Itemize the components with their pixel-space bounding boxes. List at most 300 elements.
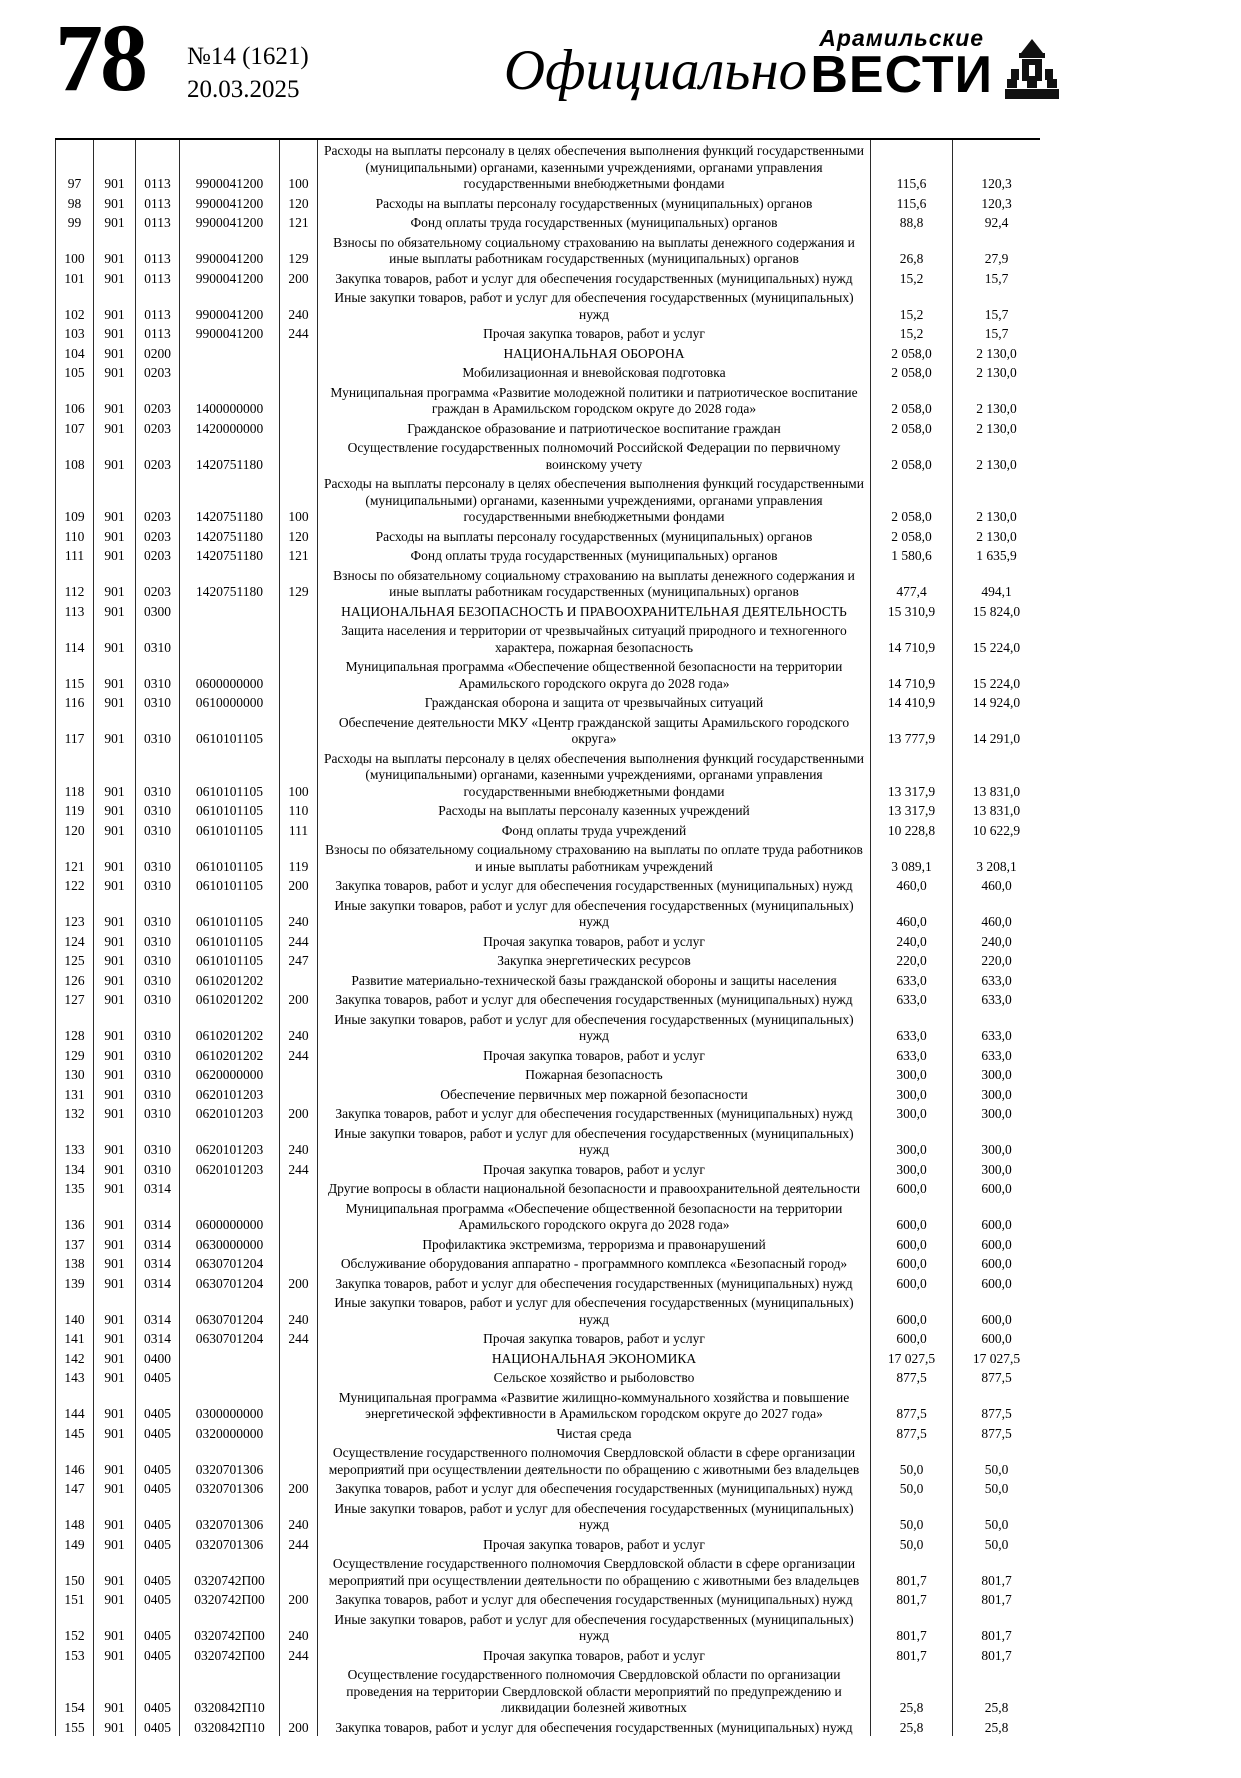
cell-type: 129 xyxy=(280,565,318,601)
cell-name: Муниципальная программа «Развитие жилищно-коммунального хозяйства и повышение энергетической эффективности в Арамильском городском округе до 2027 года» xyxy=(318,1387,871,1423)
cell-type xyxy=(280,1234,318,1254)
cell-amount2: 14 924,0 xyxy=(953,692,1041,712)
cell-name: Мобилизационная и вневойсковая подготовка xyxy=(318,362,871,382)
cell-amount2: 10 622,9 xyxy=(953,820,1041,840)
cell-amount1: 477,4 xyxy=(871,565,953,601)
cell-num: 145 xyxy=(56,1423,94,1443)
cell-type: 244 xyxy=(280,1645,318,1665)
cell-section: 0113 xyxy=(136,140,180,193)
brand-text xyxy=(810,25,993,105)
cell-article: 0610101105 xyxy=(180,712,280,748)
cell-grbs: 901 xyxy=(94,1064,136,1084)
cell-section: 0405 xyxy=(136,1498,180,1534)
cell-amount2: 600,0 xyxy=(953,1178,1041,1198)
table-row xyxy=(56,875,1041,895)
cell-num: 139 xyxy=(56,1273,94,1293)
cell-name: Закупка товаров, работ и услуг для обеспечения государственных (муниципальных) нужд xyxy=(318,1273,871,1293)
cell-amount1: 300,0 xyxy=(871,1123,953,1159)
cell-name: Иные закупки товаров, работ и услуг для обеспечения государственных (муниципальных) нужд xyxy=(318,1498,871,1534)
cell-article: 0610201202 xyxy=(180,1009,280,1045)
cell-amount2: 877,5 xyxy=(953,1367,1041,1387)
table-row xyxy=(56,232,1041,268)
cell-type: 240 xyxy=(280,895,318,931)
table-row xyxy=(56,193,1041,213)
table-row xyxy=(56,1084,1041,1104)
cell-name: Обеспечение первичных мер пожарной безопасности xyxy=(318,1084,871,1104)
cell-name: Иные закупки товаров, работ и услуг для обеспечения государственных (муниципальных) нужд xyxy=(318,287,871,323)
cell-amount2: 13 831,0 xyxy=(953,800,1041,820)
cell-grbs: 901 xyxy=(94,437,136,473)
table-row xyxy=(56,545,1041,565)
cell-name: Профилактика экстремизма, терроризма и правонарушений xyxy=(318,1234,871,1254)
cell-num: 153 xyxy=(56,1645,94,1665)
cell-section: 0203 xyxy=(136,437,180,473)
cell-type xyxy=(280,1553,318,1589)
cell-section: 0310 xyxy=(136,1045,180,1065)
cell-article: 1420751180 xyxy=(180,545,280,565)
cell-type: 200 xyxy=(280,268,318,288)
cell-article: 0610201202 xyxy=(180,970,280,990)
cell-type xyxy=(280,1442,318,1478)
table-row xyxy=(56,1328,1041,1348)
cell-amount2: 2 130,0 xyxy=(953,473,1041,526)
cell-type: 110 xyxy=(280,800,318,820)
cell-grbs: 901 xyxy=(94,268,136,288)
cell-amount2: 25,8 xyxy=(953,1717,1041,1737)
issue-date: 20.03.2025 xyxy=(187,76,300,103)
cell-section: 0113 xyxy=(136,323,180,343)
cell-article xyxy=(180,1348,280,1368)
table-row xyxy=(56,839,1041,875)
cell-type xyxy=(280,437,318,473)
cell-amount1: 877,5 xyxy=(871,1387,953,1423)
cell-article: 9900041200 xyxy=(180,323,280,343)
table-row xyxy=(56,800,1041,820)
cell-section: 0405 xyxy=(136,1442,180,1478)
cell-amount1: 600,0 xyxy=(871,1234,953,1254)
cell-amount1: 300,0 xyxy=(871,1064,953,1084)
cell-amount2: 877,5 xyxy=(953,1387,1041,1423)
cell-grbs: 901 xyxy=(94,1253,136,1273)
cell-amount2: 300,0 xyxy=(953,1159,1041,1179)
cell-article: 0300000000 xyxy=(180,1387,280,1423)
cell-article: 0620101203 xyxy=(180,1103,280,1123)
cell-amount2: 240,0 xyxy=(953,931,1041,951)
cell-amount1: 2 058,0 xyxy=(871,437,953,473)
cell-num: 98 xyxy=(56,193,94,213)
cell-grbs: 901 xyxy=(94,565,136,601)
cell-amount2: 15,7 xyxy=(953,287,1041,323)
cell-grbs: 901 xyxy=(94,1589,136,1609)
cell-num: 152 xyxy=(56,1609,94,1645)
cell-article: 0620000000 xyxy=(180,1064,280,1084)
cell-name: Расходы на выплаты персоналу государственных (муниципальных) органов xyxy=(318,526,871,546)
section-title: Официально xyxy=(503,39,808,102)
table-row xyxy=(56,268,1041,288)
table-row xyxy=(56,950,1041,970)
issue-number: №14 (1621) xyxy=(187,43,309,70)
cell-amount1: 88,8 xyxy=(871,212,953,232)
cell-amount1: 877,5 xyxy=(871,1423,953,1443)
cell-name: Иные закупки товаров, работ и услуг для обеспечения государственных (муниципальных) нужд xyxy=(318,895,871,931)
cell-article: 0320701306 xyxy=(180,1498,280,1534)
cell-section: 0203 xyxy=(136,473,180,526)
cell-article: 9900041200 xyxy=(180,193,280,213)
cell-type xyxy=(280,343,318,363)
cell-section: 0203 xyxy=(136,526,180,546)
cell-section: 0203 xyxy=(136,418,180,438)
cell-num: 107 xyxy=(56,418,94,438)
issue-info xyxy=(187,40,309,106)
cell-article: 0620101203 xyxy=(180,1159,280,1179)
cell-amount1: 600,0 xyxy=(871,1178,953,1198)
cell-section: 0203 xyxy=(136,565,180,601)
cell-num: 137 xyxy=(56,1234,94,1254)
cell-num: 143 xyxy=(56,1367,94,1387)
cell-section: 0310 xyxy=(136,1009,180,1045)
table-row xyxy=(56,1717,1041,1737)
cell-name: Муниципальная программа «Обеспечение общественной безопасности на территории Арамильского городского округа до 2028 года» xyxy=(318,656,871,692)
cell-name: Обеспечение деятельности МКУ «Центр гражданской защиты Арамильского городского округа» xyxy=(318,712,871,748)
cell-amount1: 50,0 xyxy=(871,1478,953,1498)
table-row xyxy=(56,437,1041,473)
cell-article: 0320742П00 xyxy=(180,1645,280,1665)
page-number: 78 xyxy=(55,4,145,111)
cell-article: 9900041200 xyxy=(180,212,280,232)
brand-name-top: Арамильские xyxy=(819,25,985,51)
cell-section: 0113 xyxy=(136,232,180,268)
cell-amount2: 300,0 xyxy=(953,1103,1041,1123)
cell-article: 0320000000 xyxy=(180,1423,280,1443)
cell-amount1: 801,7 xyxy=(871,1553,953,1589)
cell-amount1: 600,0 xyxy=(871,1273,953,1293)
cell-section: 0203 xyxy=(136,545,180,565)
cell-type: 244 xyxy=(280,323,318,343)
cell-amount2: 801,7 xyxy=(953,1645,1041,1665)
table-row xyxy=(56,1292,1041,1328)
cell-grbs: 901 xyxy=(94,1328,136,1348)
cell-section: 0405 xyxy=(136,1478,180,1498)
cell-amount1: 801,7 xyxy=(871,1609,953,1645)
cell-article xyxy=(180,362,280,382)
table-row xyxy=(56,1367,1041,1387)
cell-article: 0320842П10 xyxy=(180,1717,280,1737)
cell-grbs: 901 xyxy=(94,1009,136,1045)
cell-grbs: 901 xyxy=(94,473,136,526)
cell-type: 240 xyxy=(280,1123,318,1159)
cell-amount1: 50,0 xyxy=(871,1534,953,1554)
cell-amount1: 300,0 xyxy=(871,1084,953,1104)
cell-amount2: 2 130,0 xyxy=(953,526,1041,546)
cell-amount2: 300,0 xyxy=(953,1084,1041,1104)
cell-name: Прочая закупка товаров, работ и услуг xyxy=(318,1328,871,1348)
cell-num: 151 xyxy=(56,1589,94,1609)
cell-name: Муниципальная программа «Обеспечение общественной безопасности на территории Арамильского городского округа до 2028 года» xyxy=(318,1198,871,1234)
cell-num: 148 xyxy=(56,1498,94,1534)
cell-article: 0630701204 xyxy=(180,1292,280,1328)
cell-name: Осуществление государственных полномочий Российской Федерации по первичному воинскому учету xyxy=(318,437,871,473)
cell-grbs: 901 xyxy=(94,1645,136,1665)
cell-amount2: 460,0 xyxy=(953,875,1041,895)
cell-num: 120 xyxy=(56,820,94,840)
cell-amount1: 115,6 xyxy=(871,193,953,213)
cell-amount2: 494,1 xyxy=(953,565,1041,601)
cell-type: 111 xyxy=(280,820,318,840)
table-row xyxy=(56,1178,1041,1198)
cell-amount1: 115,6 xyxy=(871,140,953,193)
cell-amount2: 15,7 xyxy=(953,323,1041,343)
cell-type xyxy=(280,1198,318,1234)
cell-grbs: 901 xyxy=(94,1234,136,1254)
cell-type xyxy=(280,712,318,748)
cell-grbs: 901 xyxy=(94,140,136,193)
cell-amount2: 801,7 xyxy=(953,1589,1041,1609)
cell-section: 0310 xyxy=(136,950,180,970)
cell-amount1: 50,0 xyxy=(871,1442,953,1478)
cell-amount1: 15,2 xyxy=(871,323,953,343)
cell-section: 0310 xyxy=(136,970,180,990)
cell-name: Другие вопросы в области национальной безопасности и правоохранительной деятельности xyxy=(318,1178,871,1198)
cell-amount2: 25,8 xyxy=(953,1664,1041,1717)
cell-type xyxy=(280,1064,318,1084)
cell-section: 0405 xyxy=(136,1553,180,1589)
cell-num: 101 xyxy=(56,268,94,288)
cell-amount2: 600,0 xyxy=(953,1253,1041,1273)
cell-section: 0314 xyxy=(136,1253,180,1273)
cell-article: 0600000000 xyxy=(180,656,280,692)
cell-type: 240 xyxy=(280,1609,318,1645)
cell-name: Иные закупки товаров, работ и услуг для обеспечения государственных (муниципальных) нужд xyxy=(318,1123,871,1159)
cell-name: НАЦИОНАЛЬНАЯ ЭКОНОМИКА xyxy=(318,1348,871,1368)
cell-article: 0320842П10 xyxy=(180,1664,280,1717)
cell-num: 135 xyxy=(56,1178,94,1198)
cell-type xyxy=(280,1348,318,1368)
table-row xyxy=(56,931,1041,951)
cell-grbs: 901 xyxy=(94,418,136,438)
cell-name: Иные закупки товаров, работ и услуг для обеспечения государственных (муниципальных) нужд xyxy=(318,1009,871,1045)
cell-section: 0310 xyxy=(136,800,180,820)
cell-num: 109 xyxy=(56,473,94,526)
cell-type: 121 xyxy=(280,212,318,232)
cell-num: 124 xyxy=(56,931,94,951)
cell-grbs: 901 xyxy=(94,1717,136,1737)
cell-type xyxy=(280,1178,318,1198)
cell-section: 0314 xyxy=(136,1178,180,1198)
newspaper-page xyxy=(0,4,1241,1778)
cell-section: 0200 xyxy=(136,343,180,363)
cell-num: 119 xyxy=(56,800,94,820)
cell-amount2: 300,0 xyxy=(953,1064,1041,1084)
cell-name: НАЦИОНАЛЬНАЯ ОБОРОНА xyxy=(318,343,871,363)
cell-type: 200 xyxy=(280,875,318,895)
newspaper-brand xyxy=(810,25,1061,105)
cell-amount2: 2 130,0 xyxy=(953,343,1041,363)
table-row xyxy=(56,473,1041,526)
cell-type: 240 xyxy=(280,1498,318,1534)
cell-type xyxy=(280,1084,318,1104)
cell-amount2: 600,0 xyxy=(953,1292,1041,1328)
cell-section: 0405 xyxy=(136,1367,180,1387)
cell-num: 125 xyxy=(56,950,94,970)
cell-amount1: 15,2 xyxy=(871,268,953,288)
cell-grbs: 901 xyxy=(94,287,136,323)
cell-article: 0620101203 xyxy=(180,1123,280,1159)
cell-grbs: 901 xyxy=(94,692,136,712)
budget-table xyxy=(55,140,1040,1736)
cell-grbs: 901 xyxy=(94,1348,136,1368)
cell-article: 1420751180 xyxy=(180,473,280,526)
cell-amount2: 92,4 xyxy=(953,212,1041,232)
cell-type: 240 xyxy=(280,287,318,323)
cell-name: Фонд оплаты труда государственных (муниципальных) органов xyxy=(318,212,871,232)
cell-section: 0314 xyxy=(136,1292,180,1328)
cell-article: 0610000000 xyxy=(180,692,280,712)
cell-name: Муниципальная программа «Развитие молодежной политики и патриотическое воспитание граждан в Арамильском городском округе до 2028 года» xyxy=(318,382,871,418)
cell-type xyxy=(280,1664,318,1717)
cell-grbs: 901 xyxy=(94,931,136,951)
table-row xyxy=(56,565,1041,601)
cell-num: 112 xyxy=(56,565,94,601)
table-row xyxy=(56,1045,1041,1065)
cell-amount1: 220,0 xyxy=(871,950,953,970)
cell-type xyxy=(280,656,318,692)
cell-amount1: 460,0 xyxy=(871,895,953,931)
cell-name: Пожарная безопасность xyxy=(318,1064,871,1084)
cell-amount1: 25,8 xyxy=(871,1664,953,1717)
cell-article: 1420751180 xyxy=(180,565,280,601)
cell-section: 0405 xyxy=(136,1589,180,1609)
cell-article: 0610101105 xyxy=(180,820,280,840)
cell-num: 130 xyxy=(56,1064,94,1084)
cell-section: 0405 xyxy=(136,1609,180,1645)
cell-section: 0314 xyxy=(136,1328,180,1348)
table-row xyxy=(56,620,1041,656)
cell-name: Взносы по обязательному социальному страхованию на выплаты денежного содержания и иные выплаты работникам государственных (муниципальных) органов xyxy=(318,565,871,601)
cell-section: 0300 xyxy=(136,601,180,621)
cell-name: Обслуживание оборудования аппаратно - программного комплекса «Безопасный город» xyxy=(318,1253,871,1273)
cell-section: 0310 xyxy=(136,712,180,748)
cell-article: 0320742П00 xyxy=(180,1589,280,1609)
cell-name: Фонд оплаты труда государственных (муниципальных) органов xyxy=(318,545,871,565)
cell-name: Прочая закупка товаров, работ и услуг xyxy=(318,931,871,951)
cell-grbs: 901 xyxy=(94,232,136,268)
cell-grbs: 901 xyxy=(94,1423,136,1443)
cell-name: Закупка товаров, работ и услуг для обеспечения государственных (муниципальных) нужд xyxy=(318,1103,871,1123)
cell-num: 140 xyxy=(56,1292,94,1328)
cell-amount1: 300,0 xyxy=(871,1159,953,1179)
table-row xyxy=(56,656,1041,692)
cell-section: 0113 xyxy=(136,287,180,323)
cell-type xyxy=(280,1253,318,1273)
table-row xyxy=(56,1253,1041,1273)
cell-amount2: 801,7 xyxy=(953,1553,1041,1589)
cell-name: НАЦИОНАЛЬНАЯ БЕЗОПАСНОСТЬ И ПРАВООХРАНИТЕЛЬНАЯ ДЕЯТЕЛЬНОСТЬ xyxy=(318,601,871,621)
cell-amount1: 50,0 xyxy=(871,1498,953,1534)
cell-grbs: 901 xyxy=(94,212,136,232)
cell-amount2: 2 130,0 xyxy=(953,418,1041,438)
cell-num: 147 xyxy=(56,1478,94,1498)
cell-name: Расходы на выплаты персоналу в целях обеспечения выполнения функций государственными (муниципальными) органами, казенными учреждениями, органами управления государственными внебюджетными фондами xyxy=(318,140,871,193)
cell-amount1: 15 310,9 xyxy=(871,601,953,621)
cell-article: 0610101105 xyxy=(180,875,280,895)
cell-amount2: 600,0 xyxy=(953,1273,1041,1293)
cell-grbs: 901 xyxy=(94,1442,136,1478)
cell-section: 0203 xyxy=(136,362,180,382)
cell-grbs: 901 xyxy=(94,1478,136,1498)
cell-section: 0310 xyxy=(136,931,180,951)
cell-amount1: 25,8 xyxy=(871,1717,953,1737)
table-row xyxy=(56,1159,1041,1179)
cell-amount1: 633,0 xyxy=(871,989,953,1009)
cell-grbs: 901 xyxy=(94,1609,136,1645)
cell-amount2: 600,0 xyxy=(953,1234,1041,1254)
table-row xyxy=(56,1064,1041,1084)
cell-grbs: 901 xyxy=(94,1123,136,1159)
cell-amount2: 120,3 xyxy=(953,140,1041,193)
cell-article: 0610201202 xyxy=(180,989,280,1009)
cell-num: 155 xyxy=(56,1717,94,1737)
cell-grbs: 901 xyxy=(94,1084,136,1104)
cell-article xyxy=(180,343,280,363)
cell-name: Развитие материально-технической базы гражданской обороны и защиты населения xyxy=(318,970,871,990)
cell-num: 136 xyxy=(56,1198,94,1234)
table-row xyxy=(56,1423,1041,1443)
cell-section: 0405 xyxy=(136,1423,180,1443)
cell-type: 200 xyxy=(280,1478,318,1498)
table-row xyxy=(56,1442,1041,1478)
cell-name: Сельское хозяйство и рыболовство xyxy=(318,1367,871,1387)
cell-amount2: 14 291,0 xyxy=(953,712,1041,748)
cell-amount2: 27,9 xyxy=(953,232,1041,268)
cell-section: 0405 xyxy=(136,1645,180,1665)
cell-num: 138 xyxy=(56,1253,94,1273)
budget-table-wrap xyxy=(55,138,1040,1752)
cell-num: 150 xyxy=(56,1553,94,1589)
cell-article: 0600000000 xyxy=(180,1198,280,1234)
cell-grbs: 901 xyxy=(94,601,136,621)
table-row xyxy=(56,748,1041,801)
cell-type: 129 xyxy=(280,232,318,268)
cell-type: 200 xyxy=(280,1103,318,1123)
cell-amount2: 15 224,0 xyxy=(953,620,1041,656)
cell-amount1: 801,7 xyxy=(871,1589,953,1609)
table-row xyxy=(56,1234,1041,1254)
cell-section: 0314 xyxy=(136,1198,180,1234)
cell-grbs: 901 xyxy=(94,1367,136,1387)
cell-num: 116 xyxy=(56,692,94,712)
cell-grbs: 901 xyxy=(94,1103,136,1123)
table-row xyxy=(56,1273,1041,1293)
table-row xyxy=(56,692,1041,712)
table-row xyxy=(56,970,1041,990)
cell-grbs: 901 xyxy=(94,1159,136,1179)
cell-type xyxy=(280,970,318,990)
table-row xyxy=(56,287,1041,323)
cell-amount1: 2 058,0 xyxy=(871,526,953,546)
cell-section: 0310 xyxy=(136,839,180,875)
cell-amount2: 600,0 xyxy=(953,1198,1041,1234)
cell-grbs: 901 xyxy=(94,656,136,692)
cell-num: 97 xyxy=(56,140,94,193)
table-row xyxy=(56,1348,1041,1368)
cell-grbs: 901 xyxy=(94,748,136,801)
cell-num: 154 xyxy=(56,1664,94,1717)
city-emblem-icon xyxy=(1003,37,1061,101)
cell-article: 0610101105 xyxy=(180,839,280,875)
cell-name: Закупка товаров, работ и услуг для обеспечения государственных (муниципальных) нужд xyxy=(318,989,871,1009)
cell-type: 244 xyxy=(280,1159,318,1179)
cell-type: 244 xyxy=(280,1534,318,1554)
